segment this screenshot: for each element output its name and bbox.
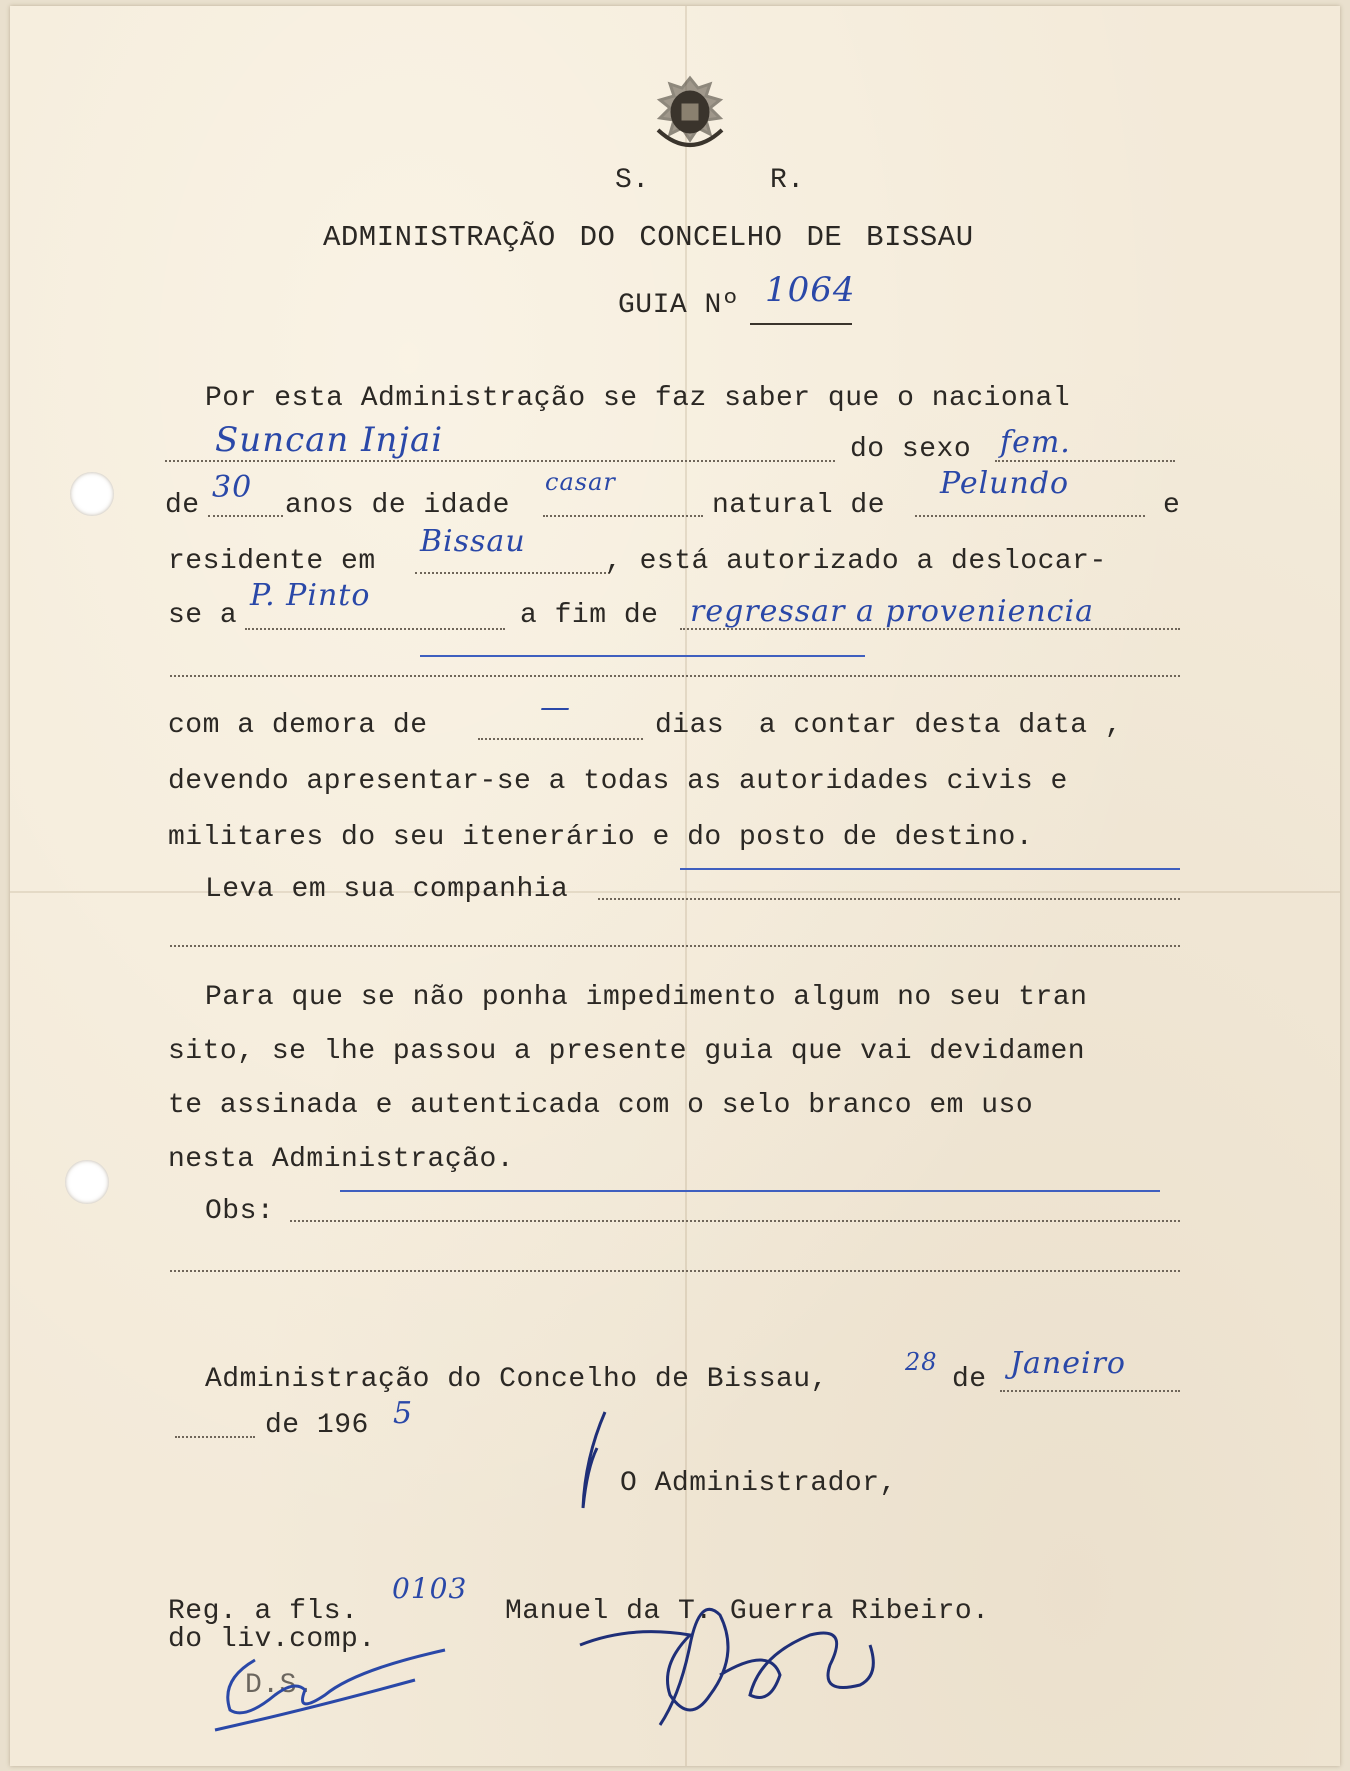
handwritten-reg-folio: 0103 [392,1572,468,1605]
devendo-line: devendo apresentar-se a todas as autoridades civis e [168,766,1068,797]
birthplace-dotted-line [915,515,1145,517]
handwritten-name: Suncan Injai [215,420,444,460]
handwritten-age: 30 [212,470,253,505]
handwritten-year-digit: 5 [393,1396,414,1431]
leva-dotted-line-2 [170,945,1180,947]
obs-dotted-line-3 [170,1320,1180,1322]
leva-dotted-line [598,898,1180,900]
administrator-signature-icon [570,1585,910,1735]
e-label: e [1163,490,1181,521]
month-dotted-line [1000,1390,1180,1392]
purpose-ink-line [420,655,865,657]
de-label: de [165,490,200,521]
guia-number: 1064 [765,270,856,310]
handwritten-day: 28 [905,1348,938,1376]
handwritten-marital-status: casar [545,468,616,496]
handwritten-sex: fem. [1000,425,1071,460]
obs-label: Obs: [205,1196,275,1227]
anos-de-idade-label: anos de idade [285,490,510,521]
handwritten-purpose: regressar a proveniencia [690,594,1094,629]
de-year-label: de 196 [265,1410,369,1441]
destination-dotted-line [245,628,505,630]
punch-hole [70,472,114,516]
name-dotted-line [165,460,835,462]
para-line-1: Para que se não ponha impedimento algum no seu tran [205,982,1088,1013]
handwritten-residence: Bissau [420,524,526,559]
signatory-name: Manuel da T. Guerra Ribeiro. [505,1596,990,1627]
residente-em-label: residente em [168,546,376,577]
militares-ink-line [680,868,1180,870]
dias-text: dias a contar desta data , [655,710,1123,741]
residence-dotted-line [415,572,610,574]
punch-hole [65,1160,109,1204]
ds-label: D.S. [245,1670,315,1701]
handwritten-demora: — [540,690,571,725]
reg-line-2: do liv.comp. [168,1624,376,1655]
body-line-1: Por esta Administração se faz saber que o nacional [205,383,1071,414]
leva-label: Leva em sua companhia [205,874,569,905]
de-1-label: de [952,1364,987,1395]
para-line-2: sito, se lhe passou a presente guia que vai devidamen [168,1036,1086,1067]
administrador-label: O Administrador, [620,1468,897,1499]
a-fim-de-label: a fim de [520,600,659,631]
signature-flourish-icon [575,1408,615,1518]
header-sr-right: R. [770,165,805,196]
guia-number-underline [750,323,852,325]
handwritten-month: Janeiro [1010,1346,1126,1381]
purpose-dotted-line [680,628,1180,630]
handwritten-birthplace: Pelundo [940,466,1070,501]
year-dotted-line [175,1436,255,1438]
age-dotted-line [208,515,283,517]
obs-dotted-line-2 [170,1270,1180,1272]
sex-dotted-line [995,460,1175,462]
ds-signature-icon [185,1640,455,1750]
handwritten-destination: P. Pinto [250,578,371,613]
se-a-label: se a [168,600,238,631]
guia-label: GUIA Nº [618,290,740,321]
natural-de-label: natural de [712,490,886,521]
demora-label: com a demora de [168,710,428,741]
para-ink-line [340,1190,1160,1192]
para-line-3: te assinada e autenticada com o selo branco em uso [168,1090,1034,1121]
para-line-4: nesta Administração. [168,1144,515,1175]
purpose-dotted-line-2 [170,675,1180,677]
do-sexo-label: do sexo [850,434,972,465]
demora-dotted-line [478,738,643,740]
reg-line-1: Reg. a fls. [168,1596,359,1627]
fold-crease-vertical [685,6,687,1766]
header-sr-left: S. [615,165,650,196]
autorizado-text: , está autorizado a deslocar- [605,546,1107,577]
office-title: ADMINISTRAÇÃO DO CONCELHO DE BISSAU [323,221,974,254]
militares-line: militares do seu itenerário e do posto de destino. [168,822,1034,853]
marital-dotted-line [543,515,703,517]
place-line: Administração do Concelho de Bissau, [205,1364,828,1395]
crest-seal-icon [640,70,740,170]
obs-dotted-line [290,1220,1180,1222]
